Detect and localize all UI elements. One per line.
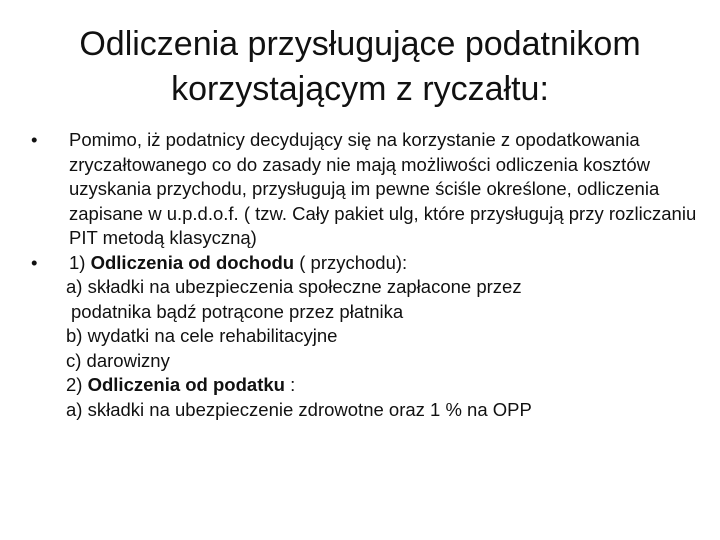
list-item-rehabilitation: b) wydatki na cele rehabilitacyjne: [66, 325, 338, 346]
list-item-social-insurance: [28, 275, 698, 324]
list-item-donations: c) darowizny: [66, 349, 170, 371]
bullet-item-intro: [28, 128, 698, 251]
income-deductions-number: 1): [69, 251, 91, 273]
income-deductions-suffix: ( przychodu):: [294, 251, 408, 273]
slide-title: [36, 22, 684, 112]
social-insurance-line-1: a) składki na ubezpieczenia społeczne zapłacone przez: [66, 276, 522, 297]
title-line-1: Odliczenia przysługujące podatnikom: [79, 25, 641, 63]
tax-deductions-label: Odliczenia od podatku: [87, 374, 285, 395]
bullet-text-intro: Pomimo, iż podatnicy decydujący się na korzystanie z opodatkowania zryczałtowanego co do zasady nie mają możliwości odliczenia kosztów uzyskania przychodu, przysługują im pewne ściśle określone, odliczenia zapisane w u.p.d.o.f. ( tzw. Cały pakiet ulg, które przysługują przy rozliczaniu PIT metodą klasyczną): [69, 129, 697, 248]
social-insurance-line-2: podatnika bądź potrącone przez płatnika: [71, 300, 404, 322]
tax-deductions-heading: [28, 373, 698, 398]
income-deductions-label: Odliczenia od dochodu: [90, 251, 295, 273]
tax-deductions-suffix: :: [284, 374, 296, 395]
bullet-icon: •: [31, 251, 38, 273]
slide-body: [28, 128, 698, 422]
tax-deductions-number: 2): [66, 374, 88, 395]
bullet-icon: •: [31, 129, 38, 150]
title-line-2: korzystającym z ryczałtu:: [171, 70, 549, 108]
list-item-health-insurance: a) składki na ubezpieczenie zdrowotne oraz 1 % na OPP: [66, 398, 532, 420]
bullet-item-deductions: [28, 251, 698, 276]
income-deductions-heading: [69, 252, 407, 273]
